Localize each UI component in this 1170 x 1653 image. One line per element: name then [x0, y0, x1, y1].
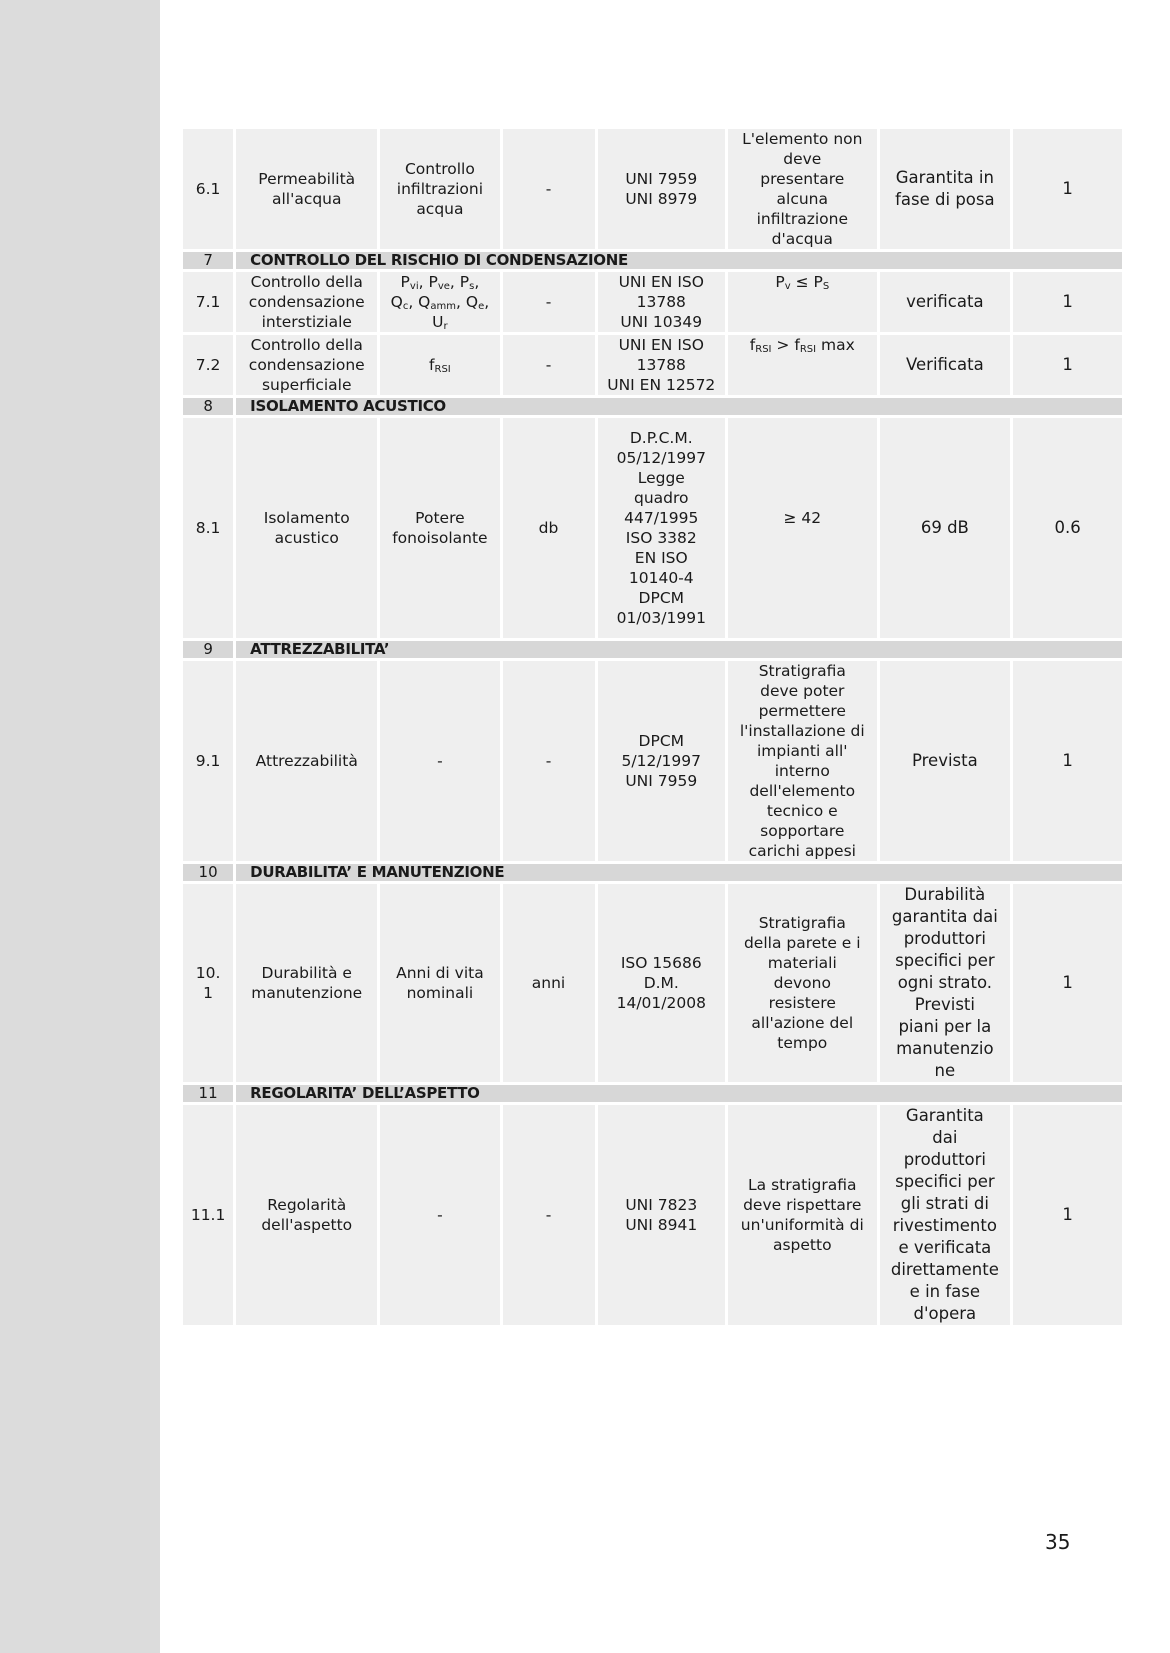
requirement-cell — [236, 418, 377, 638]
unit-cell: - — [503, 1105, 595, 1325]
subscript: RSI — [755, 344, 772, 355]
formula-text: U — [432, 313, 444, 331]
table-row — [183, 418, 1122, 638]
cell-line: deve rispettare — [743, 1196, 862, 1214]
cell-line: Regolarità — [267, 1196, 347, 1214]
cell-line: - — [437, 1206, 443, 1224]
verification-cell — [880, 335, 1011, 395]
section-number: 7 — [183, 252, 233, 269]
row-id — [183, 884, 233, 1082]
subscript: s — [469, 281, 475, 292]
coefficient-cell: 1 — [1013, 884, 1122, 1082]
cell-line: UNI 7959 — [625, 170, 698, 188]
cell-line: dell'elemento — [749, 782, 856, 800]
section-title: CONTROLLO DEL RISCHIO DI CONDENSAZIONE — [236, 252, 1122, 269]
table-row — [183, 1105, 1122, 1325]
section-header — [183, 641, 1122, 658]
cell-line: acustico — [274, 529, 339, 547]
norms-cell — [598, 884, 726, 1082]
coefficient-cell: 1 — [1013, 272, 1122, 332]
cell-line: UNI 8941 — [625, 1216, 698, 1234]
cell-line: piani per la — [898, 1017, 992, 1036]
cell-line: all'acqua — [271, 190, 342, 208]
row-id: 7.2 — [183, 335, 233, 395]
cell-line: impianti all' — [757, 742, 848, 760]
norms-cell — [598, 418, 726, 638]
unit-cell: - — [503, 129, 595, 249]
cell-line: specifici per — [895, 951, 995, 970]
subscript: v — [784, 281, 791, 292]
cell-line: 05/12/1997 — [616, 449, 706, 467]
verification-cell — [880, 884, 1011, 1082]
cell-line: produttori — [903, 1150, 987, 1169]
norms-cell — [598, 272, 726, 332]
formula-text: P — [775, 273, 785, 291]
verification-cell — [880, 418, 1011, 638]
cell-line: rivestimento — [892, 1216, 997, 1235]
verification-cell — [880, 661, 1011, 861]
cell-line: 01/03/1991 — [616, 609, 706, 627]
cell-line: condensazione — [248, 356, 365, 374]
cell-line: quadro — [634, 489, 689, 507]
formula-text: Q — [390, 293, 403, 311]
section-title: ISOLAMENTO ACUSTICO — [236, 398, 1122, 415]
cell-line: 13788 — [636, 293, 686, 311]
page-number: 35 — [1045, 1530, 1071, 1554]
limit-cell — [728, 418, 876, 638]
cell-line: Attrezzabilità — [255, 752, 358, 770]
table-row — [183, 884, 1122, 1082]
cell-line: fonoisolante — [392, 529, 488, 547]
section-number: 9 — [183, 641, 233, 658]
unit-cell: anni — [503, 884, 595, 1082]
cell-line: Previsti — [914, 995, 975, 1014]
cell-line: Isolamento — [263, 509, 350, 527]
section-header — [183, 864, 1122, 881]
formula-text: f — [429, 356, 435, 374]
subscript: S — [822, 281, 830, 292]
cell-line: - — [437, 752, 443, 770]
formula-text: , P — [449, 273, 470, 291]
cell-line: UNI 7959 — [625, 772, 698, 790]
section-number: 11 — [183, 1085, 233, 1102]
cell-line: e in fase — [909, 1282, 981, 1301]
cell-line: aspetto — [772, 1236, 832, 1254]
section-header — [183, 398, 1122, 415]
formula-text: , Q — [408, 293, 431, 311]
table-row — [183, 272, 1122, 332]
cell-line: deve — [783, 150, 822, 168]
page-side-band — [0, 0, 160, 1653]
cell-line: Potere — [415, 509, 465, 527]
limit-cell — [728, 1105, 876, 1325]
cell-line: d'acqua — [771, 230, 833, 248]
cell-line: Stratigrafia — [758, 914, 846, 932]
verification-cell — [880, 129, 1011, 249]
coefficient-cell: 1 — [1013, 661, 1122, 861]
cell-line: 13788 — [636, 356, 686, 374]
cell-line: manutenzione — [251, 984, 363, 1002]
cell-line: Durabilità e — [261, 964, 352, 982]
cell-line: alcuna — [776, 190, 829, 208]
cell-line: 10140-4 — [628, 569, 694, 587]
unit-cell: db — [503, 418, 595, 638]
cell-line: direttamente — [890, 1260, 999, 1279]
row-id: 8.1 — [183, 418, 233, 638]
cell-line: della parete e i — [743, 934, 861, 952]
cell-line: verificata — [906, 292, 984, 311]
limit-cell — [728, 884, 876, 1082]
cell-line: Controllo — [404, 160, 475, 178]
cell-line: materiali — [767, 954, 837, 972]
cell-line: condensazione — [248, 293, 365, 311]
cell-line: UNI EN ISO — [618, 273, 704, 291]
cell-line: UNI 8979 — [625, 190, 698, 208]
subscript: amm — [430, 301, 457, 312]
cell-line: l'installazione di — [739, 722, 865, 740]
cell-line: 447/1995 — [624, 509, 699, 527]
cell-line: Stratigrafia — [758, 662, 846, 680]
cell-line: interno — [774, 762, 830, 780]
formula-text: > f — [771, 336, 800, 354]
requirement-cell — [236, 661, 377, 861]
cell-line: ≥ 42 — [783, 509, 822, 527]
cell-line: Garantita in — [895, 168, 994, 187]
cell-line: manutenzio — [896, 1039, 994, 1058]
cell-line: fase di posa — [895, 190, 995, 209]
cell-line: resistere — [768, 994, 836, 1012]
cell-line: Garantita — [905, 1106, 984, 1125]
formula-text: max — [816, 336, 855, 354]
cell-line: dai — [932, 1128, 958, 1147]
cell-line: DPCM — [638, 732, 685, 750]
parameter-cell — [380, 884, 499, 1082]
limit-cell — [728, 335, 876, 395]
row-id: 11.1 — [183, 1105, 233, 1325]
requirement-cell — [236, 272, 377, 332]
section-title: DURABILITA’ E MANUTENZIONE — [236, 864, 1122, 881]
formula-text: , Q — [456, 293, 479, 311]
requirement-cell — [236, 129, 377, 249]
cell-line: devono — [773, 974, 831, 992]
cell-line: garantita dai — [891, 907, 998, 926]
formula-text: ≤ P — [790, 273, 823, 291]
parameter-cell — [380, 1105, 499, 1325]
cell-line: 5/12/1997 — [621, 752, 702, 770]
cell-line: ogni strato. — [897, 973, 993, 992]
cell-line: 69 dB — [920, 518, 969, 537]
cell-line: tempo — [777, 1034, 828, 1052]
cell-line: Permeabilità — [258, 170, 356, 188]
parameter-cell — [380, 129, 499, 249]
requirement-cell — [236, 884, 377, 1082]
coefficient-cell: 1 — [1013, 129, 1122, 249]
table-row — [183, 335, 1122, 395]
cell-line: 10. — [195, 964, 221, 982]
verification-cell — [880, 272, 1011, 332]
table-row — [183, 129, 1122, 249]
formula-text: P — [400, 273, 410, 291]
cell-line: 1 — [203, 984, 214, 1002]
cell-line: La stratigrafia — [748, 1176, 857, 1194]
cell-line: UNI 7823 — [625, 1196, 698, 1214]
subscript: vi — [409, 281, 419, 292]
cell-line: interstiziale — [261, 313, 352, 331]
cell-line: Prevista — [911, 751, 978, 770]
cell-line: D.M. — [643, 974, 679, 992]
cell-line: d'opera — [913, 1304, 977, 1323]
cell-line: ISO 15686 — [620, 954, 702, 972]
cell-line: Verificata — [906, 355, 984, 374]
cell-line: D.P.C.M. — [629, 429, 693, 447]
cell-line: UNI EN 12572 — [607, 376, 716, 394]
cell-line: acqua — [416, 200, 464, 218]
row-id: 9.1 — [183, 661, 233, 861]
requirement-cell — [236, 1105, 377, 1325]
cell-line: permettere — [758, 702, 846, 720]
subscript: RSI — [434, 364, 451, 375]
section-header — [183, 252, 1122, 269]
cell-line: Legge — [637, 469, 685, 487]
coefficient-cell: 1 — [1013, 1105, 1122, 1325]
formula-text: f — [749, 336, 756, 354]
cell-line: Controllo della — [250, 336, 363, 354]
parameter-cell — [380, 335, 499, 395]
cell-line: ne — [934, 1061, 956, 1080]
formula-text: , — [484, 293, 490, 311]
table-row — [183, 661, 1122, 861]
cell-line: infiltrazione — [756, 210, 848, 228]
cell-line: nominali — [406, 984, 474, 1002]
formula-text: , — [474, 273, 480, 291]
section-title: REGOLARITA’ DELL’ASPETTO — [236, 1085, 1122, 1102]
limit-cell — [728, 129, 876, 249]
cell-line: all'azione del — [751, 1014, 854, 1032]
subscript: ve — [437, 281, 450, 292]
cell-line: DPCM — [638, 589, 685, 607]
row-id: 6.1 — [183, 129, 233, 249]
cell-line: specifici per — [895, 1172, 995, 1191]
cell-line: produttori — [903, 929, 987, 948]
subscript: RSI — [799, 344, 817, 355]
row-id: 7.1 — [183, 272, 233, 332]
unit-cell: - — [503, 661, 595, 861]
cell-line: UNI 10349 — [620, 313, 703, 331]
parameter-cell — [380, 661, 499, 861]
subscript: r — [443, 321, 448, 332]
cell-line: EN ISO — [634, 549, 688, 567]
unit-cell: - — [503, 335, 595, 395]
cell-line: un'uniformità di — [740, 1216, 864, 1234]
section-number: 10 — [183, 864, 233, 881]
requirement-cell — [236, 335, 377, 395]
cell-line: L'elemento non — [742, 130, 863, 148]
cell-line: Durabilità — [904, 885, 986, 904]
cell-line: 14/01/2008 — [616, 994, 706, 1012]
norms-cell — [598, 661, 726, 861]
section-header — [183, 1085, 1122, 1102]
subscript: e — [478, 301, 485, 312]
coefficient-cell: 0.6 — [1013, 418, 1122, 638]
limit-cell — [728, 661, 876, 861]
coefficient-cell: 1 — [1013, 335, 1122, 395]
section-title: ATTREZZABILITA’ — [236, 641, 1122, 658]
parameter-cell — [380, 418, 499, 638]
cell-line: infiltrazioni — [396, 180, 484, 198]
subscript: c — [402, 301, 409, 312]
norms-cell — [598, 1105, 726, 1325]
cell-line: tecnico e — [766, 802, 838, 820]
cell-line: UNI EN ISO — [618, 336, 704, 354]
cell-line: deve poter — [760, 682, 845, 700]
cell-line: ISO 3382 — [625, 529, 697, 547]
cell-line: Anni di vita — [396, 964, 484, 982]
cell-line: gli strati di — [900, 1194, 989, 1213]
parameter-cell — [380, 272, 499, 332]
cell-line: e verificata — [898, 1238, 992, 1257]
cell-line: superficiale — [261, 376, 352, 394]
section-number: 8 — [183, 398, 233, 415]
requirements-table — [180, 126, 1125, 1328]
norms-cell — [598, 129, 726, 249]
limit-cell — [728, 272, 876, 332]
cell-line: dell'aspetto — [261, 1216, 353, 1234]
cell-line: Controllo della — [250, 273, 363, 291]
formula-text: , P — [418, 273, 438, 291]
norms-cell — [598, 335, 726, 395]
cell-line: presentare — [760, 170, 845, 188]
unit-cell: - — [503, 272, 595, 332]
verification-cell — [880, 1105, 1011, 1325]
cell-line: carichi appesi — [748, 842, 856, 860]
cell-line: sopportare — [760, 822, 845, 840]
